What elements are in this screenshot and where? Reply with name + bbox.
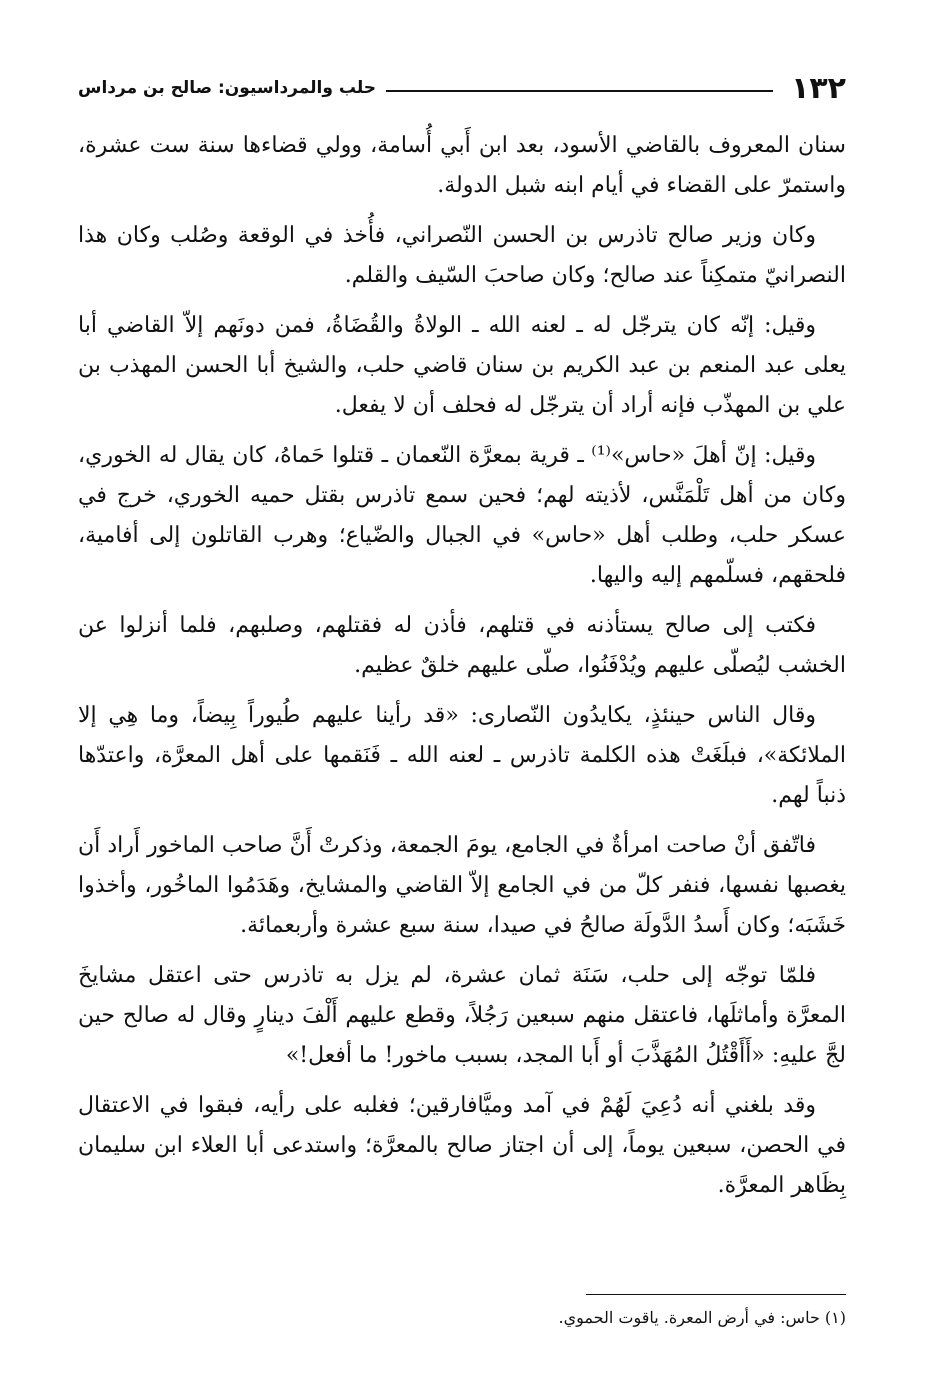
footnotes	[78, 1294, 846, 1331]
paragraph: فاتّفق أنْ صاحت امرأةٌ في الجامع، يومَ الجمعة، وذكرتْ أَنَّ صاحب الماخور أَراد أَن يغصبها نفسها، فنفر كلّ من في الجامع إلاّ القاضي والمشايخ، وهَدَمُوا الماخُور، وأخذوا خَشَبَه؛ وكان أَسدُ الدَّولَة صالحُ في صيدا، سنة سبع عشرة وأربعمائة.	[78, 833, 846, 938]
main-text	[78, 126, 846, 1216]
footnote: (١) حاس: في أرض المعرة. ياقوت الحموي.	[558, 1308, 846, 1327]
book-page	[78, 0, 846, 1378]
paragraph: وكان وزير صالح تاذرس بن الحسن النّصراني، فأُخذ في الوقعة وصُلب وكان هذا النصرانيّ متمكِناً عند صالح؛ وكان صاحبَ السّيف والقلم.	[78, 223, 846, 288]
footnote-rule	[586, 1294, 846, 1295]
paragraph: فلمّا توجّه إلى حلب، سَنَة ثمان عشرة، لم يزل به تاذرس حتى اعتقل مشايخَ المعرَّة وأماثلَها، فاعتقل منهم سبعين رَجُلاً، وقطع عليهم أَلْفَ دينارٍ وقال له صالح حين لجَّ عليهِ: «أَأَقْتُلُ المُهَذَّبَ أو أَبا المجد، بسبب ماخور! ما أفعل!»	[78, 963, 846, 1068]
paragraph: وقد بلغني أنه دُعِيَ لَهُمْ في آمد وميَّافارقين؛ فغلبه على رأيه، فبقوا في الاعتقال في الحصن، سبعين يوماً، إلى أن اجتاز صالح بالمعرَّة؛ واستدعى أبا العلاء ابن سليمان بِظَاهر المعرَّة.	[78, 1093, 846, 1198]
paragraph: وقيل: إنّ أهلَ «حاس»⁽¹⁾ ـ قرية بمعرَّة النّعمان ـ قتلوا حَماهُ، كان يقال له الخوري، وكان من أهل تَلْمَنَّس، لأذيته لهم؛ فحين سمع تاذرس بقتل حميه الخوري، خرج في عسكر حلب، وطلب أهل «حاس» في الجبال والضّياع؛ وهرب القاتلون إلى أفامية، فلحقهم، فسلّمهم إليه واليها.	[78, 443, 846, 588]
paragraph: سنان المعروف بالقاضي الأسود، بعد ابن أَبي أُسامة، وولي قضاءها سنة ست عشرة، واستمرّ على القضاء في أيام ابنه شبل الدولة.	[78, 133, 846, 198]
page-header	[78, 66, 846, 110]
running-title: حلب والمرداسيون: صالح بن مرداس	[78, 78, 377, 98]
header-rule	[386, 90, 773, 92]
paragraph: وقيل: إنّه كان يترجّل له ـ لعنه الله ـ الولاةُ والقُضَاةُ، فمن دونَهم إلاّ القاضي أبا يعلى عبد المنعم بن عبد الكريم بن سنان قاضي حلب، والشيخ أبا الحسن المهذب بن علي بن المهذّب فإنه أراد أن يترجّل له فحلف أن لا يفعل.	[78, 313, 846, 418]
paragraph: وقال الناس حينئذٍ، يكايدُون النّصارى: «قد رأينا عليهم طُيوراً بِيضاً، وما هِي إلا الملائكة»، فبلَغَتْ هذه الكلمة تاذرس ـ لعنه الله ـ فَنَقمها على أهل المعرَّة، واعتدّها ذنباً لهم.	[78, 703, 846, 808]
page-number: ١٣٢	[791, 70, 846, 106]
paragraph: فكتب إلى صالح يستأذنه في قتلهم، فأذن له فقتلهم، وصلبهم، فلما أنزلوا عن الخشب ليُصلّى عليهم ويُدْفَنُوا، صلّى عليهم خلقٌ عظيم.	[78, 613, 846, 678]
